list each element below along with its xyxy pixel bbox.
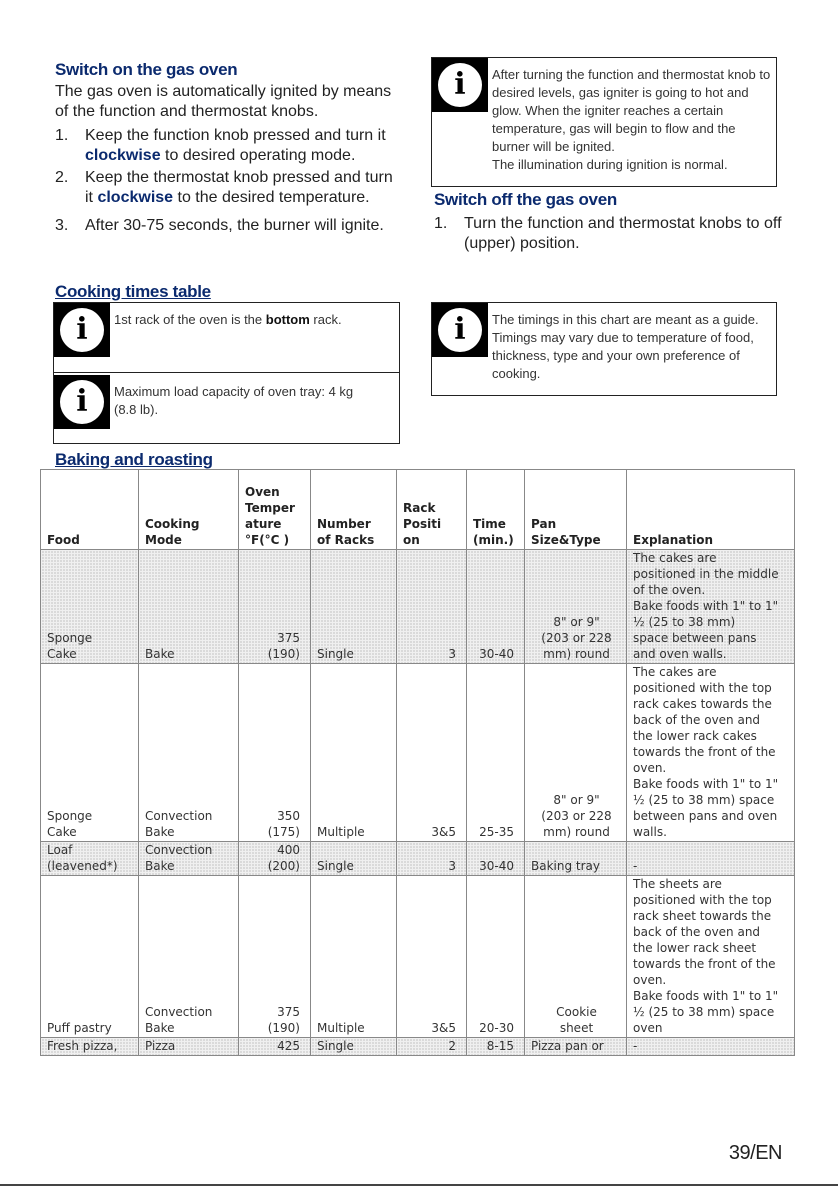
cell-racks: Single <box>311 842 397 876</box>
header-rack-position: Rack Positi on <box>397 470 467 550</box>
info-icon: i <box>54 303 110 357</box>
cell-food: Fresh pizza, <box>41 1038 139 1056</box>
gas-on-step-2: 2. Keep the thermostat knob pressed and turn it clockwise to the desired temperature. <box>55 169 393 206</box>
gas-off-steps <box>434 214 794 254</box>
cell-pan: Cookie sheet <box>525 876 627 1038</box>
gas-on-steps <box>55 126 405 236</box>
cell-temp: 400 (200) <box>239 842 311 876</box>
gas-on-step-1: 1. Keep the function knob pressed and turn it clockwise to desired operating mode. <box>55 127 386 164</box>
cell-mode: Convection Bake <box>139 842 239 876</box>
gas-off-step-1: 1. Turn the function and thermostat knobs to off (upper) position. <box>434 215 782 252</box>
cell-explanation: The cakes are positioned in the middle of the oven. Bake foods with 1" to 1" ½ (25 to 38 mm) space between pans and oven walls. <box>627 550 795 664</box>
info-icon: i <box>432 58 488 112</box>
cell-mode: Pizza <box>139 1038 239 1056</box>
cell-mode: Convection Bake <box>139 664 239 842</box>
section-title-cooking-times: Cooking times table <box>55 282 211 301</box>
gas-on-intro: The gas oven is automatically ignited by means of the function and thermostat knobs. <box>55 83 392 120</box>
table-header-row <box>41 470 795 550</box>
cell-temp: 425 <box>239 1038 311 1056</box>
cell-pan: 8" or 9" (203 or 228 mm) round <box>525 664 627 842</box>
cell-temp: 375 (190) <box>239 550 311 664</box>
bottom-rule <box>0 1184 838 1186</box>
cell-racks: Single <box>311 1038 397 1056</box>
cell-food: Puff pastry <box>41 876 139 1038</box>
cell-position: 3 <box>397 550 467 664</box>
section-title-gas-on: Switch on the gas oven <box>55 60 238 79</box>
cell-food: Sponge Cake <box>41 550 139 664</box>
note-guide-box <box>431 302 777 396</box>
header-time: Time (min.) <box>467 470 525 550</box>
cell-pan: Baking tray <box>525 842 627 876</box>
cell-time: 8-15 <box>467 1038 525 1056</box>
note-rack-box <box>53 302 400 444</box>
page-number: 39/EN <box>728 1142 782 1164</box>
header-oven-temperature: Oven Temper ature °F(°C ) <box>239 470 311 550</box>
table-row <box>41 876 795 1038</box>
cell-position: 2 <box>397 1038 467 1056</box>
cell-explanation: - <box>627 842 795 876</box>
cell-position: 3&5 <box>397 876 467 1038</box>
cell-pan: 8" or 9" (203 or 228 mm) round <box>525 550 627 664</box>
baking-table <box>40 469 795 1056</box>
cell-temp: 350 (175) <box>239 664 311 842</box>
cell-racks: Single <box>311 550 397 664</box>
note-ignite-box <box>431 57 777 187</box>
header-pan-size-type: Pan Size&Type <box>525 470 627 550</box>
cell-time: 25-35 <box>467 664 525 842</box>
cell-mode: Convection Bake <box>139 876 239 1038</box>
note-guide-text: The timings in this chart are meant as a guide. Timings may vary due to temperature of food, thickness, type and your own preference of cooking. <box>492 312 759 381</box>
note-divider <box>54 372 399 373</box>
cell-time: 20-30 <box>467 876 525 1038</box>
section-title-gas-off: Switch off the gas oven <box>434 190 617 209</box>
cell-racks: Multiple <box>311 876 397 1038</box>
section-title-baking: Baking and roasting <box>55 450 213 469</box>
info-icon: i <box>54 375 110 429</box>
cell-time: 30-40 <box>467 842 525 876</box>
table-row <box>41 550 795 664</box>
gas-on-step-3: 3. After 30-75 seconds, the burner will ignite. <box>55 217 384 234</box>
cell-time: 30-40 <box>467 550 525 664</box>
cell-temp: 375 (190) <box>239 876 311 1038</box>
table-row <box>41 842 795 876</box>
cell-pan: Pizza pan or <box>525 1038 627 1056</box>
cell-racks: Multiple <box>311 664 397 842</box>
note-rack-text: 1st rack of the oven is the bottom rack. <box>114 312 342 327</box>
cell-food: Loaf (leavened*) <box>41 842 139 876</box>
note-load-text: Maximum load capacity of oven tray: 4 kg (8.8 lb). <box>114 384 354 417</box>
cell-explanation: - <box>627 1038 795 1056</box>
cell-position: 3&5 <box>397 664 467 842</box>
cell-explanation: The cakes are positioned with the top rack cakes towards the back of the oven and the lower rack cakes towards the front of the oven. Bake foods with 1" to 1" ½ (25 to 38 mm) space between pans and oven walls. <box>627 664 795 842</box>
table-row <box>41 1038 795 1056</box>
header-cooking-mode: Cooking Mode <box>139 470 239 550</box>
note-ignite-text: After turning the function and thermostat knob to desired levels, gas igniter is going to hot and glow. When the igniter reaches a certain temperature, gas will begin to flow and the burner will be ignited. The illumination during ignition is normal. <box>492 67 771 172</box>
cell-mode: Bake <box>139 550 239 664</box>
cell-food: Sponge Cake <box>41 664 139 842</box>
header-food: Food <box>41 470 139 550</box>
header-explanation: Explanation <box>627 470 795 550</box>
cell-position: 3 <box>397 842 467 876</box>
cell-explanation: The sheets are positioned with the top rack sheet towards the back of the oven and the lower rack sheet towards the front of the oven. Bake foods with 1" to 1" ½ (25 to 38 mm) space oven <box>627 876 795 1038</box>
table-row <box>41 664 795 842</box>
info-icon: i <box>432 303 488 357</box>
header-number-of-racks: Number of Racks <box>311 470 397 550</box>
